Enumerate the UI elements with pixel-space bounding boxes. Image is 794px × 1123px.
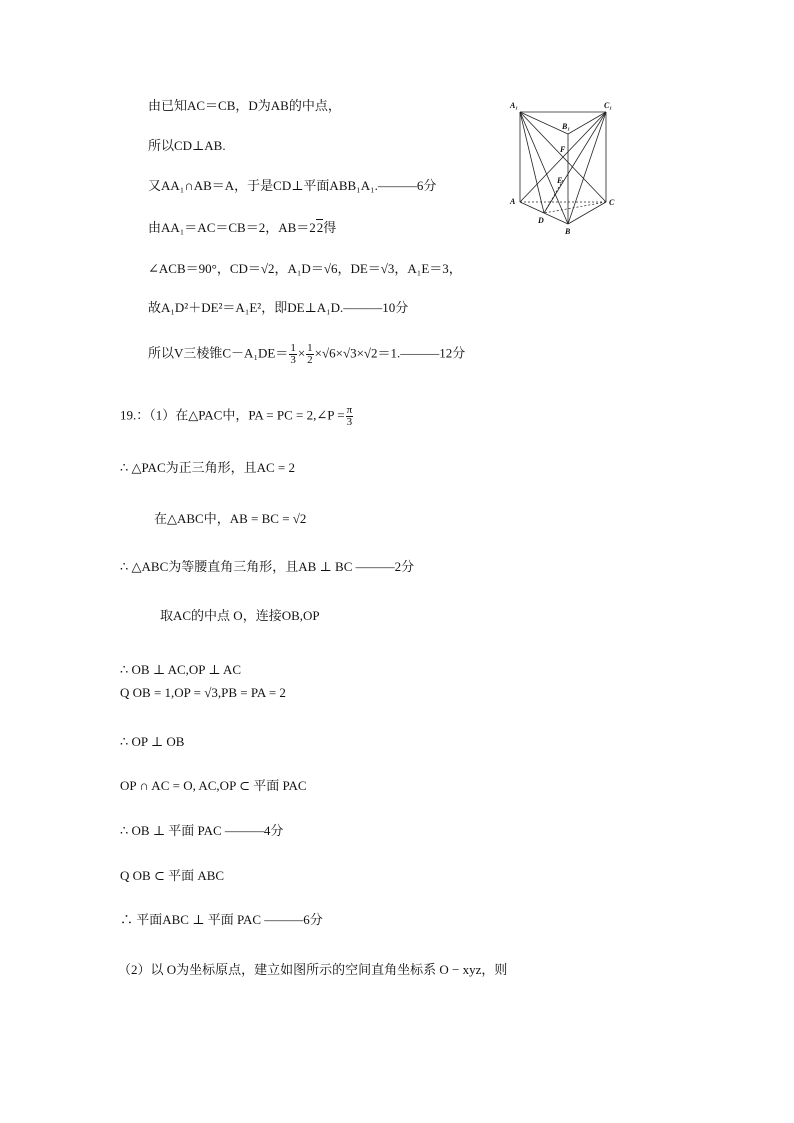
problem-19-heading [120, 405, 354, 428]
segment-A1-B [520, 112, 571, 224]
fraction-denominator: 3 [346, 416, 353, 428]
text-line-13: ∴ OB ⊥ AC,OP ⊥ AC [120, 662, 242, 677]
text-line-20: （2）以 O为坐标原点，建立如图所示的空间直角坐标系 O − xyz，则 [118, 962, 508, 977]
label-B1: B₁ [562, 122, 571, 131]
text-line-3: 又AA₁∩AB＝A，于是CD⊥平面ABB₁A₁.———6分 [148, 178, 437, 193]
label-A1: A₁ [510, 101, 519, 110]
text-line-4-sqrt: 2 [316, 220, 324, 235]
text-line-15: ∴ OP ⊥ OB [120, 734, 185, 749]
text-line-16: OP ∩ AC = O, AC,OP ⊂ 平面 PAC [120, 778, 307, 793]
label-E: E [557, 176, 563, 185]
text-line-18: Q OB ⊂ 平面 ABC [120, 868, 225, 883]
label-A: A [510, 197, 516, 206]
text-line-10: 在△ABC中，AB = BC = √2 [154, 511, 307, 526]
edge-A1-B1 [520, 112, 571, 134]
fraction-one-half [306, 343, 314, 366]
prism-figure [508, 96, 620, 236]
text-line-4-part2: 得 [323, 220, 337, 235]
fraction-pi-over-3 [346, 405, 354, 428]
volume-formula-line [148, 343, 465, 366]
text-line-14: Q OB = 1,OP = √3,PB = PA = 2 [120, 685, 286, 700]
volume-formula-suffix: ×√6×√3×√2＝1.———12分 [314, 345, 466, 361]
times-sign: × [297, 345, 306, 361]
label-C: C [609, 198, 615, 207]
edge-B-C [568, 202, 606, 224]
text-line-11: ∴ △ABC为等腰直角三角形，且AB ⊥ BC ———2分 [120, 559, 415, 574]
fraction-numerator: 1 [307, 342, 313, 354]
text-line-12: 取AC的中点 O，连接OB,OP [160, 608, 320, 623]
text-line-19: ∴ 平面ABC ⊥ 平面 PAC ———6分 [120, 912, 323, 927]
text-line-9: ∴ △PAC为正三角形，且AC = 2 [120, 460, 296, 475]
text-line-4 [148, 219, 336, 237]
label-C1: C₁ [604, 101, 613, 110]
label-B: B [565, 227, 571, 236]
fraction-one-third [289, 343, 297, 366]
text-line-5: ∠ACB＝90°，CD＝√2，A₁D＝√6，DE＝√3，A₁E＝3， [148, 261, 462, 276]
label-D: D [538, 216, 544, 225]
text-line-17: ∴ OB ⊥ 平面 PAC ———4分 [120, 823, 284, 838]
fraction-denominator: 2 [307, 354, 313, 366]
text-line-6: 故A₁D²＋DE²＝A₁E²，即DE⊥A₁D.———10分 [148, 300, 409, 315]
fraction-numerator: 1 [290, 342, 296, 354]
text-line-4-part1: 由AA₁＝AC＝CB＝2，AB＝2 [148, 220, 316, 235]
label-F: F [560, 145, 566, 154]
text-line-2: 所以CD⊥AB. [148, 138, 226, 153]
problem-19-text: 19.：（1）在△PAC中，PA = PC = 2,∠P = [120, 407, 345, 423]
volume-formula-prefix: 所以V三棱锥C－A₁DE＝ [148, 345, 289, 361]
fraction-numerator: π [346, 404, 353, 416]
fraction-denominator: 3 [290, 354, 296, 366]
text-line-1: 由已知AC＝CB，D为AB的中点， [148, 98, 341, 113]
edge-B1-C1 [568, 112, 606, 134]
